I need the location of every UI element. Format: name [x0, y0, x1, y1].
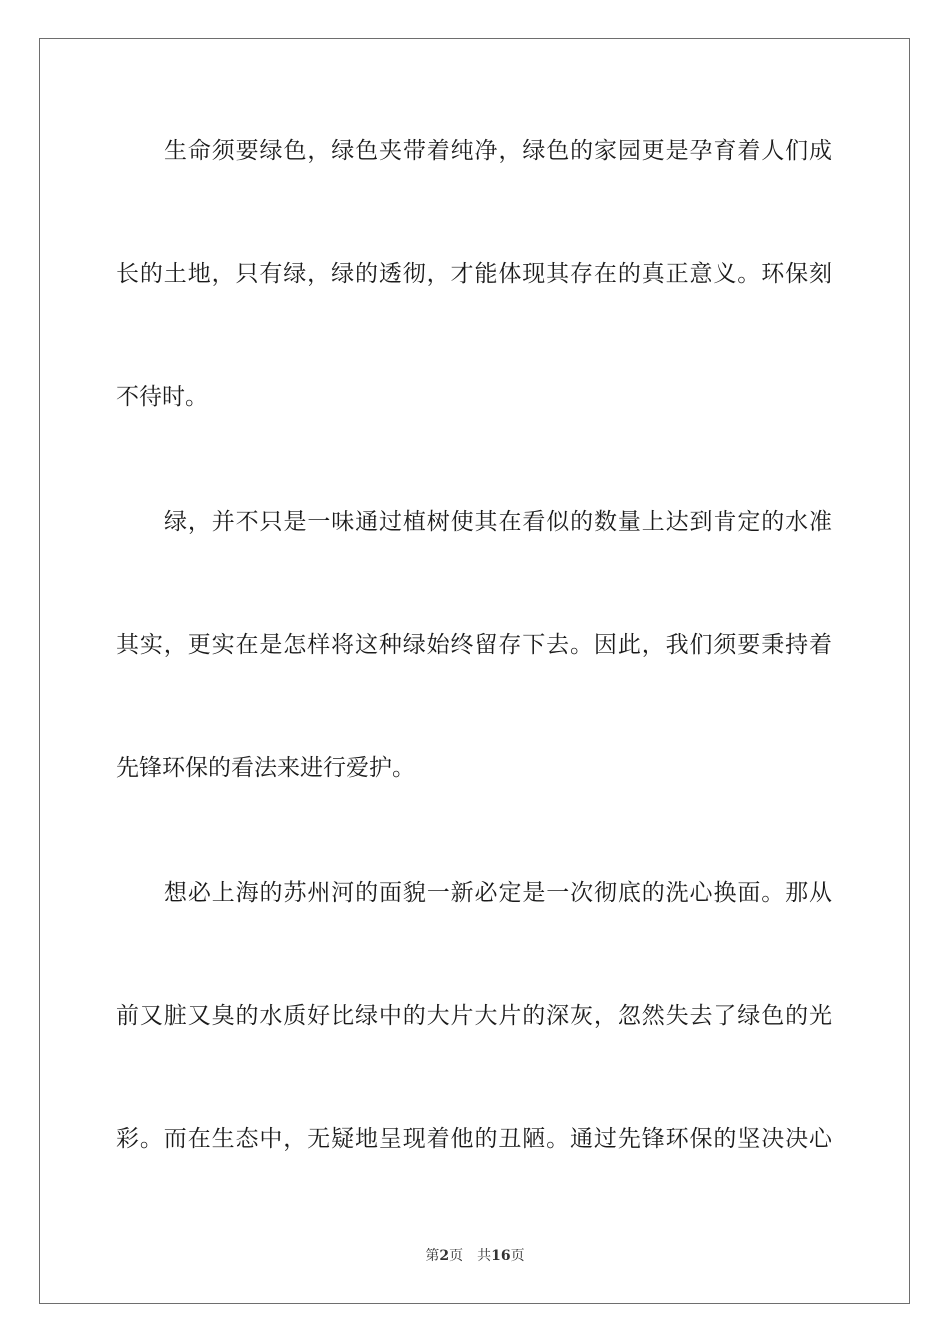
text-line: 长的土地，只有绿，绿的透彻，才能体现其存在的真正意义。环保刻 — [116, 261, 832, 287]
text-line: 想必上海的苏州河的面貌一新必定是一次彻底的洗心换面。那从 — [164, 880, 832, 906]
text-line: 前又脏又臭的水质好比绿中的大片大片的深灰，忽然失去了绿色的光 — [116, 1003, 832, 1029]
total-prefix: 共 — [477, 1248, 492, 1264]
text-line: 其实，更实在是怎样将这种绿始终留存下去。因此，我们须要秉持着 — [116, 632, 832, 658]
text-line: 彩。而在生态中，无疑地呈现着他的丑陋。通过先锋环保的坚决决心 — [116, 1126, 832, 1152]
text-line: 生命须要绿色，绿色夹带着纯净，绿色的家园更是孕育着人们成 — [164, 138, 832, 164]
text-line: 绿，并不只是一味通过植树使其在看似的数量上达到肯定的水准 — [164, 509, 832, 535]
total-suffix: 页 — [510, 1248, 525, 1264]
page-current: 2 — [439, 1248, 450, 1264]
page-frame — [39, 38, 910, 1304]
page-footer — [0, 1247, 950, 1265]
page-prefix: 第 — [425, 1248, 440, 1264]
text-line: 先锋环保的看法来进行爱护。 — [116, 755, 415, 781]
page-suffix: 页 — [449, 1248, 464, 1264]
text-line: 不待时。 — [116, 384, 208, 410]
page-total: 16 — [491, 1248, 511, 1264]
